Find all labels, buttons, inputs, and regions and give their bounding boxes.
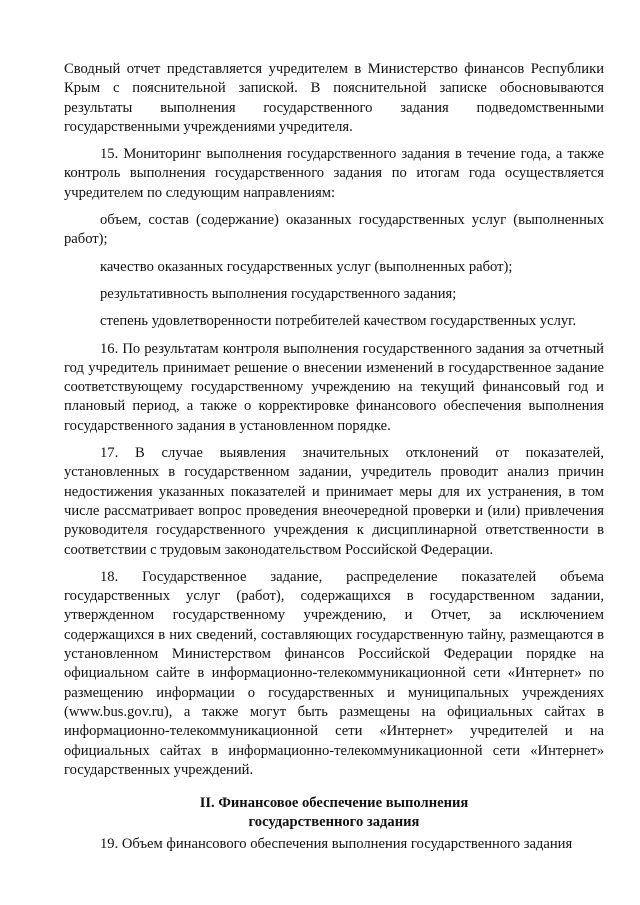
list-item-quality: качество оказанных государственных услуг (выполненных работ); [100, 258, 513, 275]
paragraph-summary: Сводный отчет представляется учредителем в Министерство финансов Республики Крым с пояснительной запиской. В пояснительной записке обосновываются результаты выполнения государственного задания подведомственными государственными учреждениями учредителя. [64, 61, 604, 135]
section-heading [64, 794, 604, 833]
list-item-volume: объем, состав (содержание) оказанных государственных услуг (выполненных работ); [64, 212, 604, 248]
list-item-effectiveness: результативность выполнения государственного задания; [100, 285, 457, 302]
document-page [64, 60, 604, 854]
paragraph-19: 19. Объем финансового обеспечения выполнения государственного задания [100, 835, 573, 852]
section-heading-line1: II. Финансовое обеспечение выполнения [199, 795, 469, 812]
section-heading-line2: государственного задания [248, 814, 420, 831]
paragraph-15: 15. Мониторинг выполнения государственного задания в течение года, а также контроль выполнения государственного задания по итогам года осуществляется учредителем по следующим направлениям: [64, 146, 604, 201]
paragraph-16: 16. По результатам контроля выполнения государственного задания за отчетный год учредитель принимает решение о внесении изменений в государственное задание соответствующему государственному учреждению на текущий финансовый год и плановый период, а также о корректировке финансового обеспечения выполнения государственного задания в установленном порядке. [64, 340, 604, 434]
list-item-satisfaction: степень удовлетворенности потребителей качеством государственных услуг. [100, 313, 577, 330]
paragraph-17: 17. В случае выявления значительных отклонений от показателей, установленных в государственном задании, учредитель проводит анализ причин недостижения указанных показателей и принимает меры для их устранения, в том числе рассматривает вопрос проведения внеочередной проверки и (или) привлечения руководителя государственного учреждения к дисциплинарной ответственности в соответствии с трудовым законодательством Российской Федерации. [64, 445, 604, 558]
paragraph-18: 18. Государственное задание, распределение показателей объема государственных услуг (работ), содержащихся в государственном задании, утвержденном государственному учреждению, и Отчет, за исключением содержащихся в них сведений, составляющих государственную тайну, размещаются в установленном Министерством финансов Российской Федерации порядке на официальном сайте в информационно-телекоммуникационной сети «Интернет» по размещению информации о государственных и муниципальных учреждениях (www.bus.gov.ru), а также могут быть размещены на официальных сайтах в информационно-телекоммуникационной сети «Интернет» учредителей и на официальных сайтах в информационно-телекоммуникационной сети «Интернет» государственных учреждений. [64, 568, 604, 778]
